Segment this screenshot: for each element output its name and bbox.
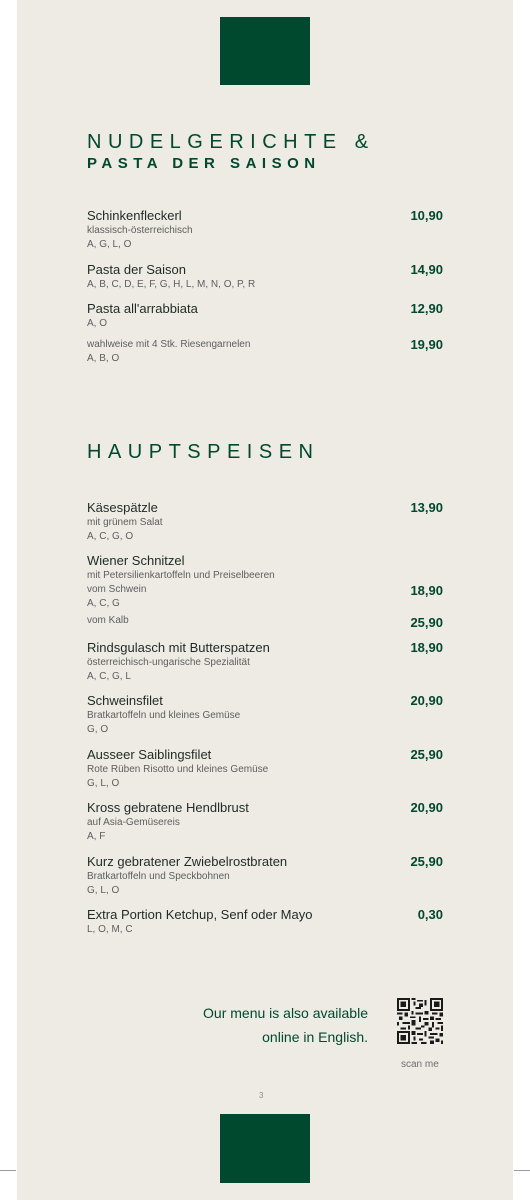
section-title: HAUPTSPEISEN [87, 441, 320, 463]
item-allergens: A, O [87, 318, 108, 329]
item-price: 20,90 [410, 693, 443, 708]
item-variant-label: vom Kalb [87, 615, 129, 626]
menu-item [87, 500, 443, 544]
item-price: 25,90 [410, 747, 443, 762]
item-allergens: A, B, O [87, 353, 120, 364]
page-number: 3 [259, 1091, 264, 1100]
item-allergens: A, C, G, L [87, 671, 131, 682]
item-allergens: A, C, G, O [87, 531, 134, 542]
item-allergens: A, C, G [87, 598, 120, 609]
item-allergens: A, F [87, 831, 106, 842]
item-name: Ausseer Saiblingsfilet [87, 747, 212, 762]
item-name: Wiener Schnitzel [87, 553, 185, 568]
item-allergens: L, O, M, C [87, 924, 133, 935]
item-name: Pasta all'arrabbiata [87, 301, 198, 316]
menu-page [17, 0, 513, 1200]
item-price: 25,90 [410, 854, 443, 869]
english-menu-note [203, 1001, 368, 1049]
bottom-tab [220, 1114, 310, 1183]
item-price: 13,90 [410, 500, 443, 515]
note-line: online in English. [262, 1029, 368, 1045]
item-allergens: A, B, C, D, E, F, G, H, L, M, N, O, P, R [87, 279, 256, 290]
item-price: 18,90 [410, 640, 443, 655]
item-price: 19,90 [410, 337, 443, 352]
menu-item [87, 553, 443, 628]
item-price: 14,90 [410, 262, 443, 277]
item-price: 10,90 [410, 208, 443, 223]
item-name: Kross gebratene Hendlbrust [87, 800, 249, 815]
menu-item [87, 262, 443, 292]
item-description: Bratkartoffeln und kleines Gemüse [87, 710, 241, 721]
scan-me-label: scan me [401, 1059, 439, 1070]
crop-mark [514, 1170, 530, 1171]
item-description: mit grünem Salat [87, 517, 163, 528]
menu-item [87, 693, 443, 737]
menu-item [87, 800, 443, 844]
item-description: auf Asia-Gemüsereis [87, 817, 180, 828]
menu-item [87, 854, 443, 898]
item-name: Rindsgulasch mit Butterspatzen [87, 640, 270, 655]
item-description: mit Petersilienkartoffeln und Preiselbeeren [87, 570, 275, 581]
item-name: Schinkenfleckerl [87, 208, 182, 223]
item-price: 0,30 [417, 907, 443, 922]
item-option-label: wahlweise mit 4 Stk. Riesengarnelen [87, 339, 251, 350]
item-description: klassisch-österreichisch [87, 225, 193, 236]
item-allergens: G, L, O [87, 885, 120, 896]
menu-item [87, 907, 443, 937]
item-allergens: G, L, O [87, 778, 120, 789]
section-subtitle: PASTA DER SAISON [87, 155, 321, 172]
item-price: 25,90 [410, 615, 443, 630]
qr-code-icon[interactable] [397, 998, 443, 1044]
item-allergens: G, O [87, 724, 109, 735]
item-price: 20,90 [410, 800, 443, 815]
item-price: 18,90 [410, 583, 443, 598]
menu-item [87, 301, 443, 331]
item-description: Rote Rüben Risotto und kleines Gemüse [87, 764, 269, 775]
menu-item [87, 208, 443, 252]
item-name: Kurz gebratener Zwiebelrostbraten [87, 854, 288, 869]
item-name: Pasta der Saison [87, 262, 187, 277]
crop-mark [0, 1170, 16, 1171]
top-tab [220, 17, 310, 85]
item-name: Käsespätzle [87, 500, 158, 515]
item-allergens: A, G, L, O [87, 239, 132, 250]
menu-item [87, 640, 443, 684]
item-name: Schweinsfilet [87, 693, 163, 708]
item-name: Extra Portion Ketchup, Senf oder Mayo [87, 907, 313, 922]
note-line: Our menu is also available [203, 1005, 368, 1021]
menu-item-option [87, 338, 443, 366]
section-title: NUDELGERICHTE & [87, 131, 375, 153]
item-description: österreichisch-ungarische Spezialität [87, 657, 250, 668]
item-price: 12,90 [410, 301, 443, 316]
item-description: Bratkartoffeln und Speckbohnen [87, 871, 230, 882]
menu-item [87, 747, 443, 791]
item-variant-label: vom Schwein [87, 584, 147, 595]
